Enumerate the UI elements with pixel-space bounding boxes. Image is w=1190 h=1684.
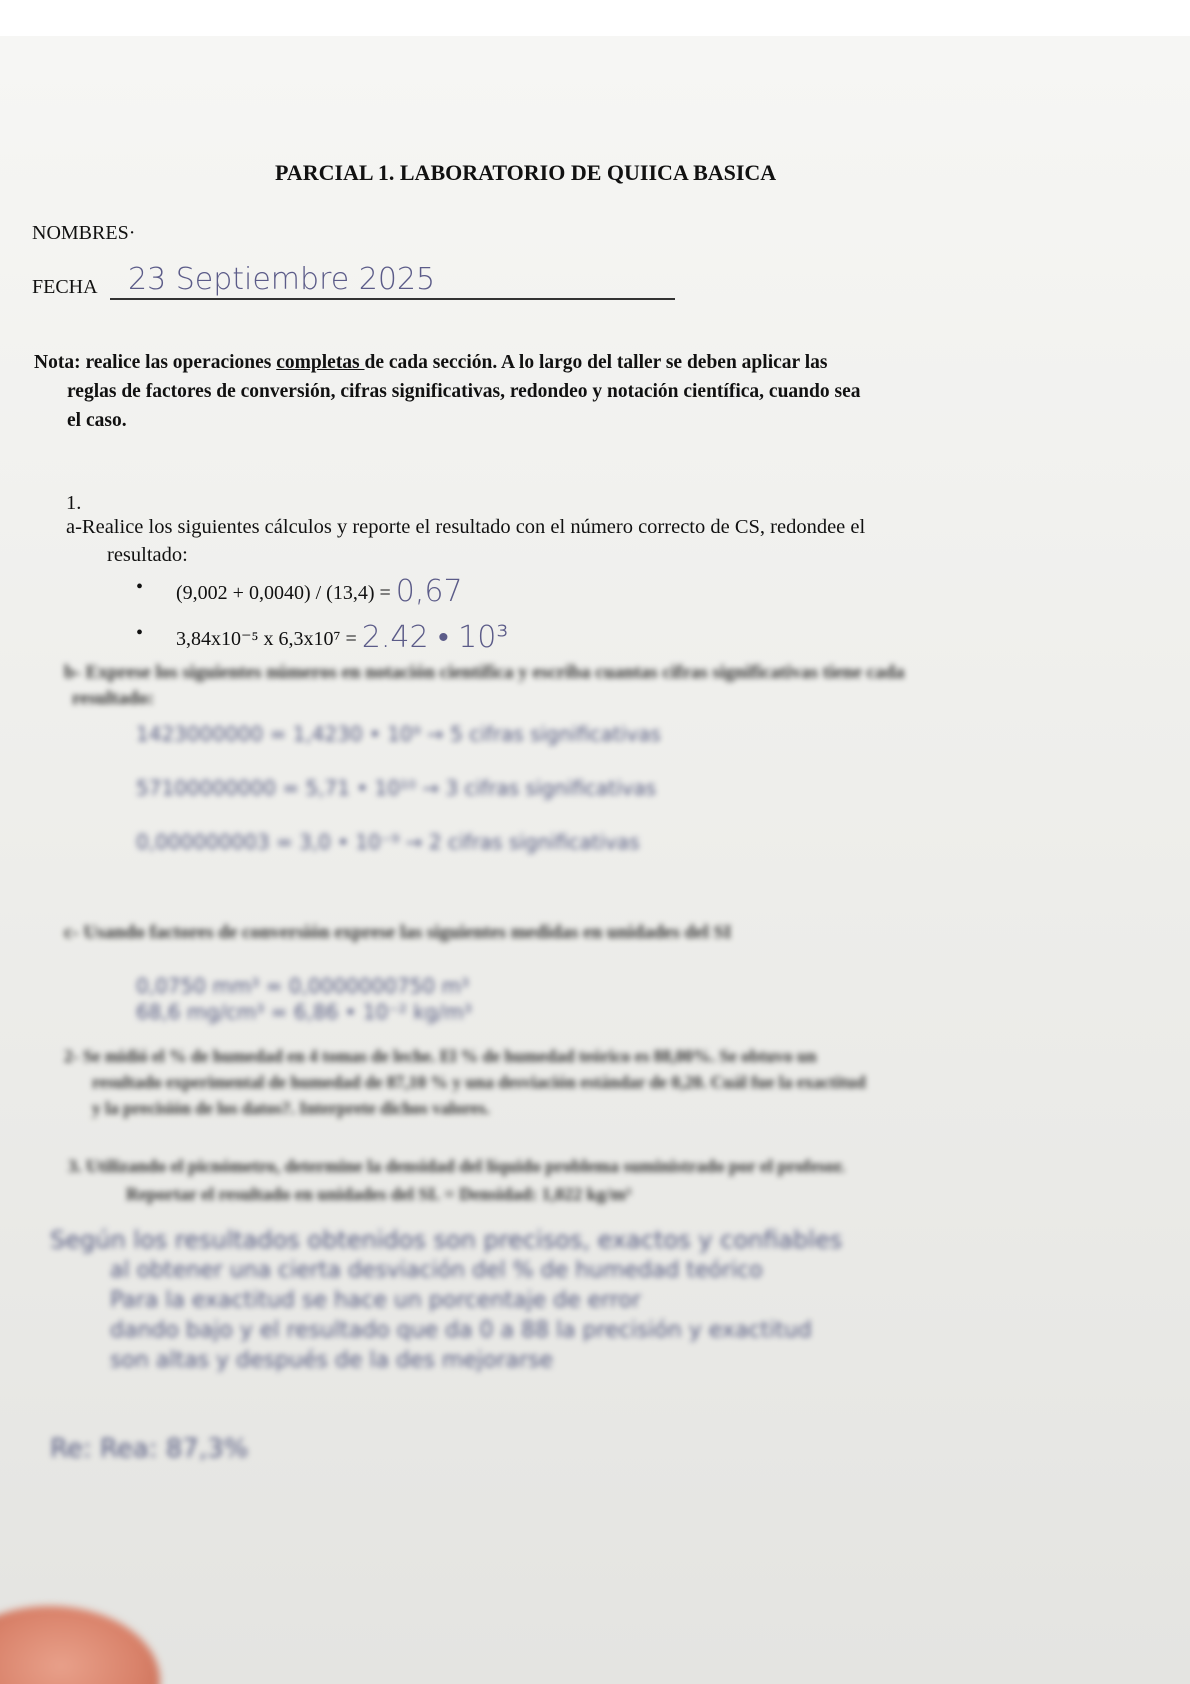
- page-title: PARCIAL 1. LABORATORIO DE QUIICA BASICA: [275, 160, 777, 185]
- bullet-dot: •: [136, 576, 144, 598]
- handwritten-answer-line-4: dando bajo y el resultado que da 0 a 88 la precisión y exactitud: [110, 1318, 812, 1343]
- handwritten-q4-answer: Re: Rea: 87,3%: [50, 1434, 249, 1464]
- calc-expression: 3,84x10⁻⁵ x 6,3x10⁷ =: [176, 628, 362, 650]
- nota-underlined-word: completas: [276, 352, 365, 373]
- calc-handwritten-answer: 0,67: [395, 574, 463, 609]
- exam-sheet: [0, 36, 1190, 1684]
- thumb-shadow: [0, 1606, 160, 1684]
- question-1b-item-1: 1423000000 = 1,4230 • 10⁹ → 5 cifras significativas: [136, 722, 661, 746]
- nota-rest: de cada sección. A lo largo del taller se deben aplicar las: [364, 352, 828, 373]
- question-1a-line-1: a-Realice los siguientes cálculos y reporte el resultado con el número correcto de CS, redondee el: [66, 516, 866, 538]
- question-3-line-2: Reportar el resultado en unidades del SI. = Densidad: 1,022 kg/m³: [126, 1184, 632, 1204]
- nota-prefix: Nota: realice las operaciones: [34, 352, 277, 373]
- calc-item-2-text: [176, 620, 508, 655]
- question-1c-item-1: 0,0750 mm³ = 0,0000000750 m³: [136, 974, 469, 998]
- question-1b-line-2: resultado:: [72, 688, 154, 709]
- question-1b-line-1: b- Exprese los siguientes números en notación científica y escriba cuantas cifras significativas tiene cada: [64, 662, 905, 683]
- calc-item-1-text: [176, 574, 463, 609]
- handwritten-answer-line-3: Para la exactitud se hace un porcentaje de error: [110, 1288, 641, 1313]
- question-1b-item-2: 57100000000 = 5,71 • 10¹⁰ → 3 cifras significativas: [136, 776, 657, 800]
- nota-line-3: el caso.: [67, 410, 127, 431]
- question-1b-item-3: 0,000000003 = 3,0 • 10⁻⁹ → 2 cifras significativas: [136, 830, 640, 854]
- question-1-number: 1.: [66, 492, 82, 514]
- handwritten-answer-line-5: son altas y después de la des mejorarse: [110, 1348, 554, 1373]
- fecha-handwritten-value: 23 Septiembre 2025: [128, 262, 436, 297]
- calc-expression: (9,002 + 0,0040) / (13,4) =: [176, 582, 396, 604]
- question-2-line-3: y la precisión de los datos?. Interprete dichos valores.: [92, 1098, 490, 1118]
- nota-line-2: reglas de factores de conversión, cifras significativas, redondeo y notación científica, cuando sea: [67, 381, 861, 402]
- calc-item-2: [136, 622, 143, 645]
- question-2-line-1: 2- Se midió el % de humedad en 4 tomas de leche. El % de humedad teórico es 88,00%. Se obtuvo un: [64, 1046, 817, 1066]
- handwritten-answer-line-2: al obtener una cierta desviación del % de humedad teórico: [110, 1258, 763, 1283]
- nota-line-1: [34, 348, 827, 377]
- fecha-underline: [110, 298, 675, 300]
- calc-handwritten-answer: 2.42 • 10³: [361, 620, 509, 655]
- fecha-label: FECHA: [32, 276, 98, 298]
- question-3-line-1: 3. Utilizando el picnómetro, determine la densidad del líquido problema suministrado por el profesor.: [68, 1156, 846, 1176]
- question-2-line-2: resultado experimental de humedad de 87,10 % y una desviación estándar de 0,20. Cuál fue la exactitud: [92, 1072, 866, 1092]
- handwritten-answer-line-1: Según los resultados obtenidos son precisos, exactos y confiables: [50, 1226, 843, 1254]
- bullet-dot: •: [136, 622, 144, 644]
- calc-item-1: [136, 576, 143, 599]
- question-1c-line: c- Usando factores de conversión exprese las siguientes medidas en unidades del SI: [64, 922, 732, 943]
- nombres-label: NOMBRES·: [32, 222, 136, 244]
- question-1a-line-2: resultado:: [107, 544, 188, 566]
- question-1c-item-2: 68,6 mg/cm³ = 6,86 • 10⁻² kg/m³: [136, 1000, 472, 1024]
